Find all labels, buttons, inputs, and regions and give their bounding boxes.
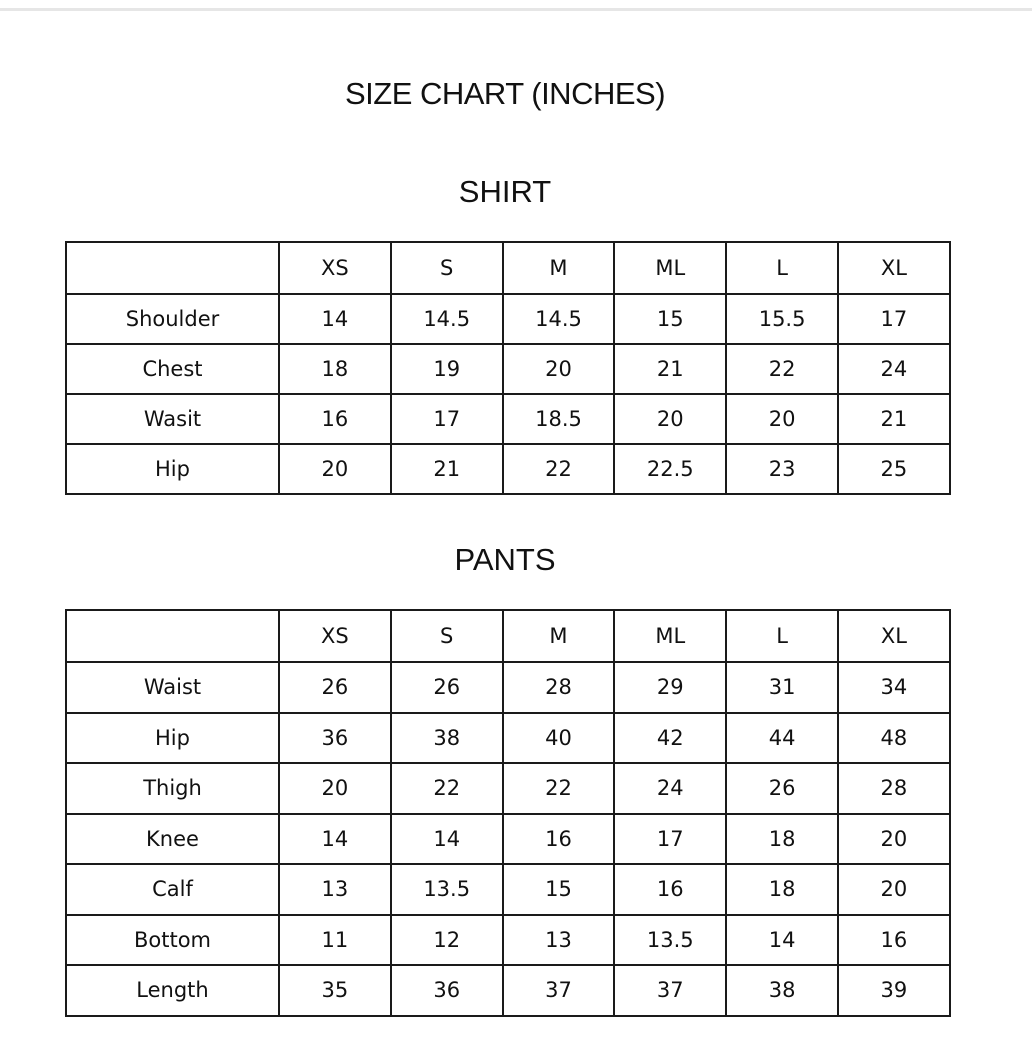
size-value: 20	[838, 814, 950, 865]
table-row	[66, 662, 950, 713]
measurement-label: Hip	[66, 444, 279, 494]
size-value: 34	[838, 662, 950, 713]
table-row	[66, 763, 950, 814]
size-value: 22.5	[614, 444, 726, 494]
size-value: 17	[614, 814, 726, 865]
shirt-section-title: SHIRT	[458, 174, 552, 209]
table-row	[66, 444, 950, 494]
size-value: 36	[279, 713, 391, 764]
size-value: 14	[279, 814, 391, 865]
size-value: 13	[503, 915, 615, 966]
size-header: M	[503, 242, 615, 294]
size-header: XS	[279, 610, 391, 662]
size-value: 15	[503, 864, 615, 915]
table-header-row	[66, 242, 950, 294]
size-value: 22	[391, 763, 503, 814]
size-value: 11	[279, 915, 391, 966]
size-header: ML	[614, 610, 726, 662]
size-header: L	[726, 610, 838, 662]
size-value: 22	[726, 344, 838, 394]
size-value: 18.5	[503, 394, 615, 444]
pants-section-title: PANTS	[454, 542, 556, 577]
size-value: 16	[614, 864, 726, 915]
size-value: 42	[614, 713, 726, 764]
size-header: XL	[838, 242, 950, 294]
size-value: 29	[614, 662, 726, 713]
size-value: 21	[838, 394, 950, 444]
size-value: 18	[726, 814, 838, 865]
size-value: 26	[391, 662, 503, 713]
pants-size-table	[65, 609, 951, 1017]
size-value: 18	[726, 864, 838, 915]
corner-cell	[66, 242, 279, 294]
measurement-label: Waist	[66, 662, 279, 713]
measurement-label: Hip	[66, 713, 279, 764]
measurement-label: Chest	[66, 344, 279, 394]
size-value: 24	[614, 763, 726, 814]
table-row	[66, 713, 950, 764]
size-value: 15	[614, 294, 726, 344]
table-row	[66, 965, 950, 1016]
size-value: 18	[279, 344, 391, 394]
size-value: 48	[838, 713, 950, 764]
size-value: 24	[838, 344, 950, 394]
measurement-label: Shoulder	[66, 294, 279, 344]
page-title: SIZE CHART (INCHES)	[344, 76, 666, 111]
table-row	[66, 864, 950, 915]
measurement-label: Knee	[66, 814, 279, 865]
size-value: 20	[726, 394, 838, 444]
corner-cell	[66, 610, 279, 662]
size-value: 31	[726, 662, 838, 713]
size-value: 13	[279, 864, 391, 915]
size-value: 25	[838, 444, 950, 494]
size-value: 20	[279, 444, 391, 494]
size-value: 26	[726, 763, 838, 814]
size-value: 23	[726, 444, 838, 494]
size-header: XL	[838, 610, 950, 662]
size-value: 21	[391, 444, 503, 494]
size-header: M	[503, 610, 615, 662]
size-value: 37	[614, 965, 726, 1016]
size-value: 14.5	[503, 294, 615, 344]
size-value: 37	[503, 965, 615, 1016]
size-value: 22	[503, 444, 615, 494]
size-value: 15.5	[726, 294, 838, 344]
size-value: 14.5	[391, 294, 503, 344]
size-value: 17	[391, 394, 503, 444]
table-row	[66, 394, 950, 444]
size-value: 28	[503, 662, 615, 713]
size-value: 17	[838, 294, 950, 344]
measurement-label: Calf	[66, 864, 279, 915]
measurement-label: Wasit	[66, 394, 279, 444]
size-value: 16	[279, 394, 391, 444]
size-value: 39	[838, 965, 950, 1016]
table-row	[66, 814, 950, 865]
size-value: 38	[391, 713, 503, 764]
shirt-size-table	[65, 241, 951, 495]
size-header: S	[391, 610, 503, 662]
size-header: XS	[279, 242, 391, 294]
size-value: 26	[279, 662, 391, 713]
table-header-row	[66, 610, 950, 662]
size-header: L	[726, 242, 838, 294]
table-row	[66, 344, 950, 394]
size-value: 16	[838, 915, 950, 966]
size-value: 19	[391, 344, 503, 394]
size-value: 14	[279, 294, 391, 344]
table-row	[66, 294, 950, 344]
size-value: 44	[726, 713, 838, 764]
size-value: 20	[279, 763, 391, 814]
size-value: 20	[503, 344, 615, 394]
size-value: 12	[391, 915, 503, 966]
table-row	[66, 915, 950, 966]
size-value: 13.5	[391, 864, 503, 915]
size-value: 21	[614, 344, 726, 394]
size-value: 14	[391, 814, 503, 865]
size-value: 36	[391, 965, 503, 1016]
size-value: 13.5	[614, 915, 726, 966]
size-value: 35	[279, 965, 391, 1016]
size-value: 38	[726, 965, 838, 1016]
size-value: 16	[503, 814, 615, 865]
size-value: 22	[503, 763, 615, 814]
measurement-label: Length	[66, 965, 279, 1016]
measurement-label: Bottom	[66, 915, 279, 966]
size-header: ML	[614, 242, 726, 294]
top-divider	[0, 8, 1032, 11]
size-header: S	[391, 242, 503, 294]
size-value: 28	[838, 763, 950, 814]
size-value: 40	[503, 713, 615, 764]
measurement-label: Thigh	[66, 763, 279, 814]
size-value: 20	[838, 864, 950, 915]
size-value: 20	[614, 394, 726, 444]
size-value: 14	[726, 915, 838, 966]
